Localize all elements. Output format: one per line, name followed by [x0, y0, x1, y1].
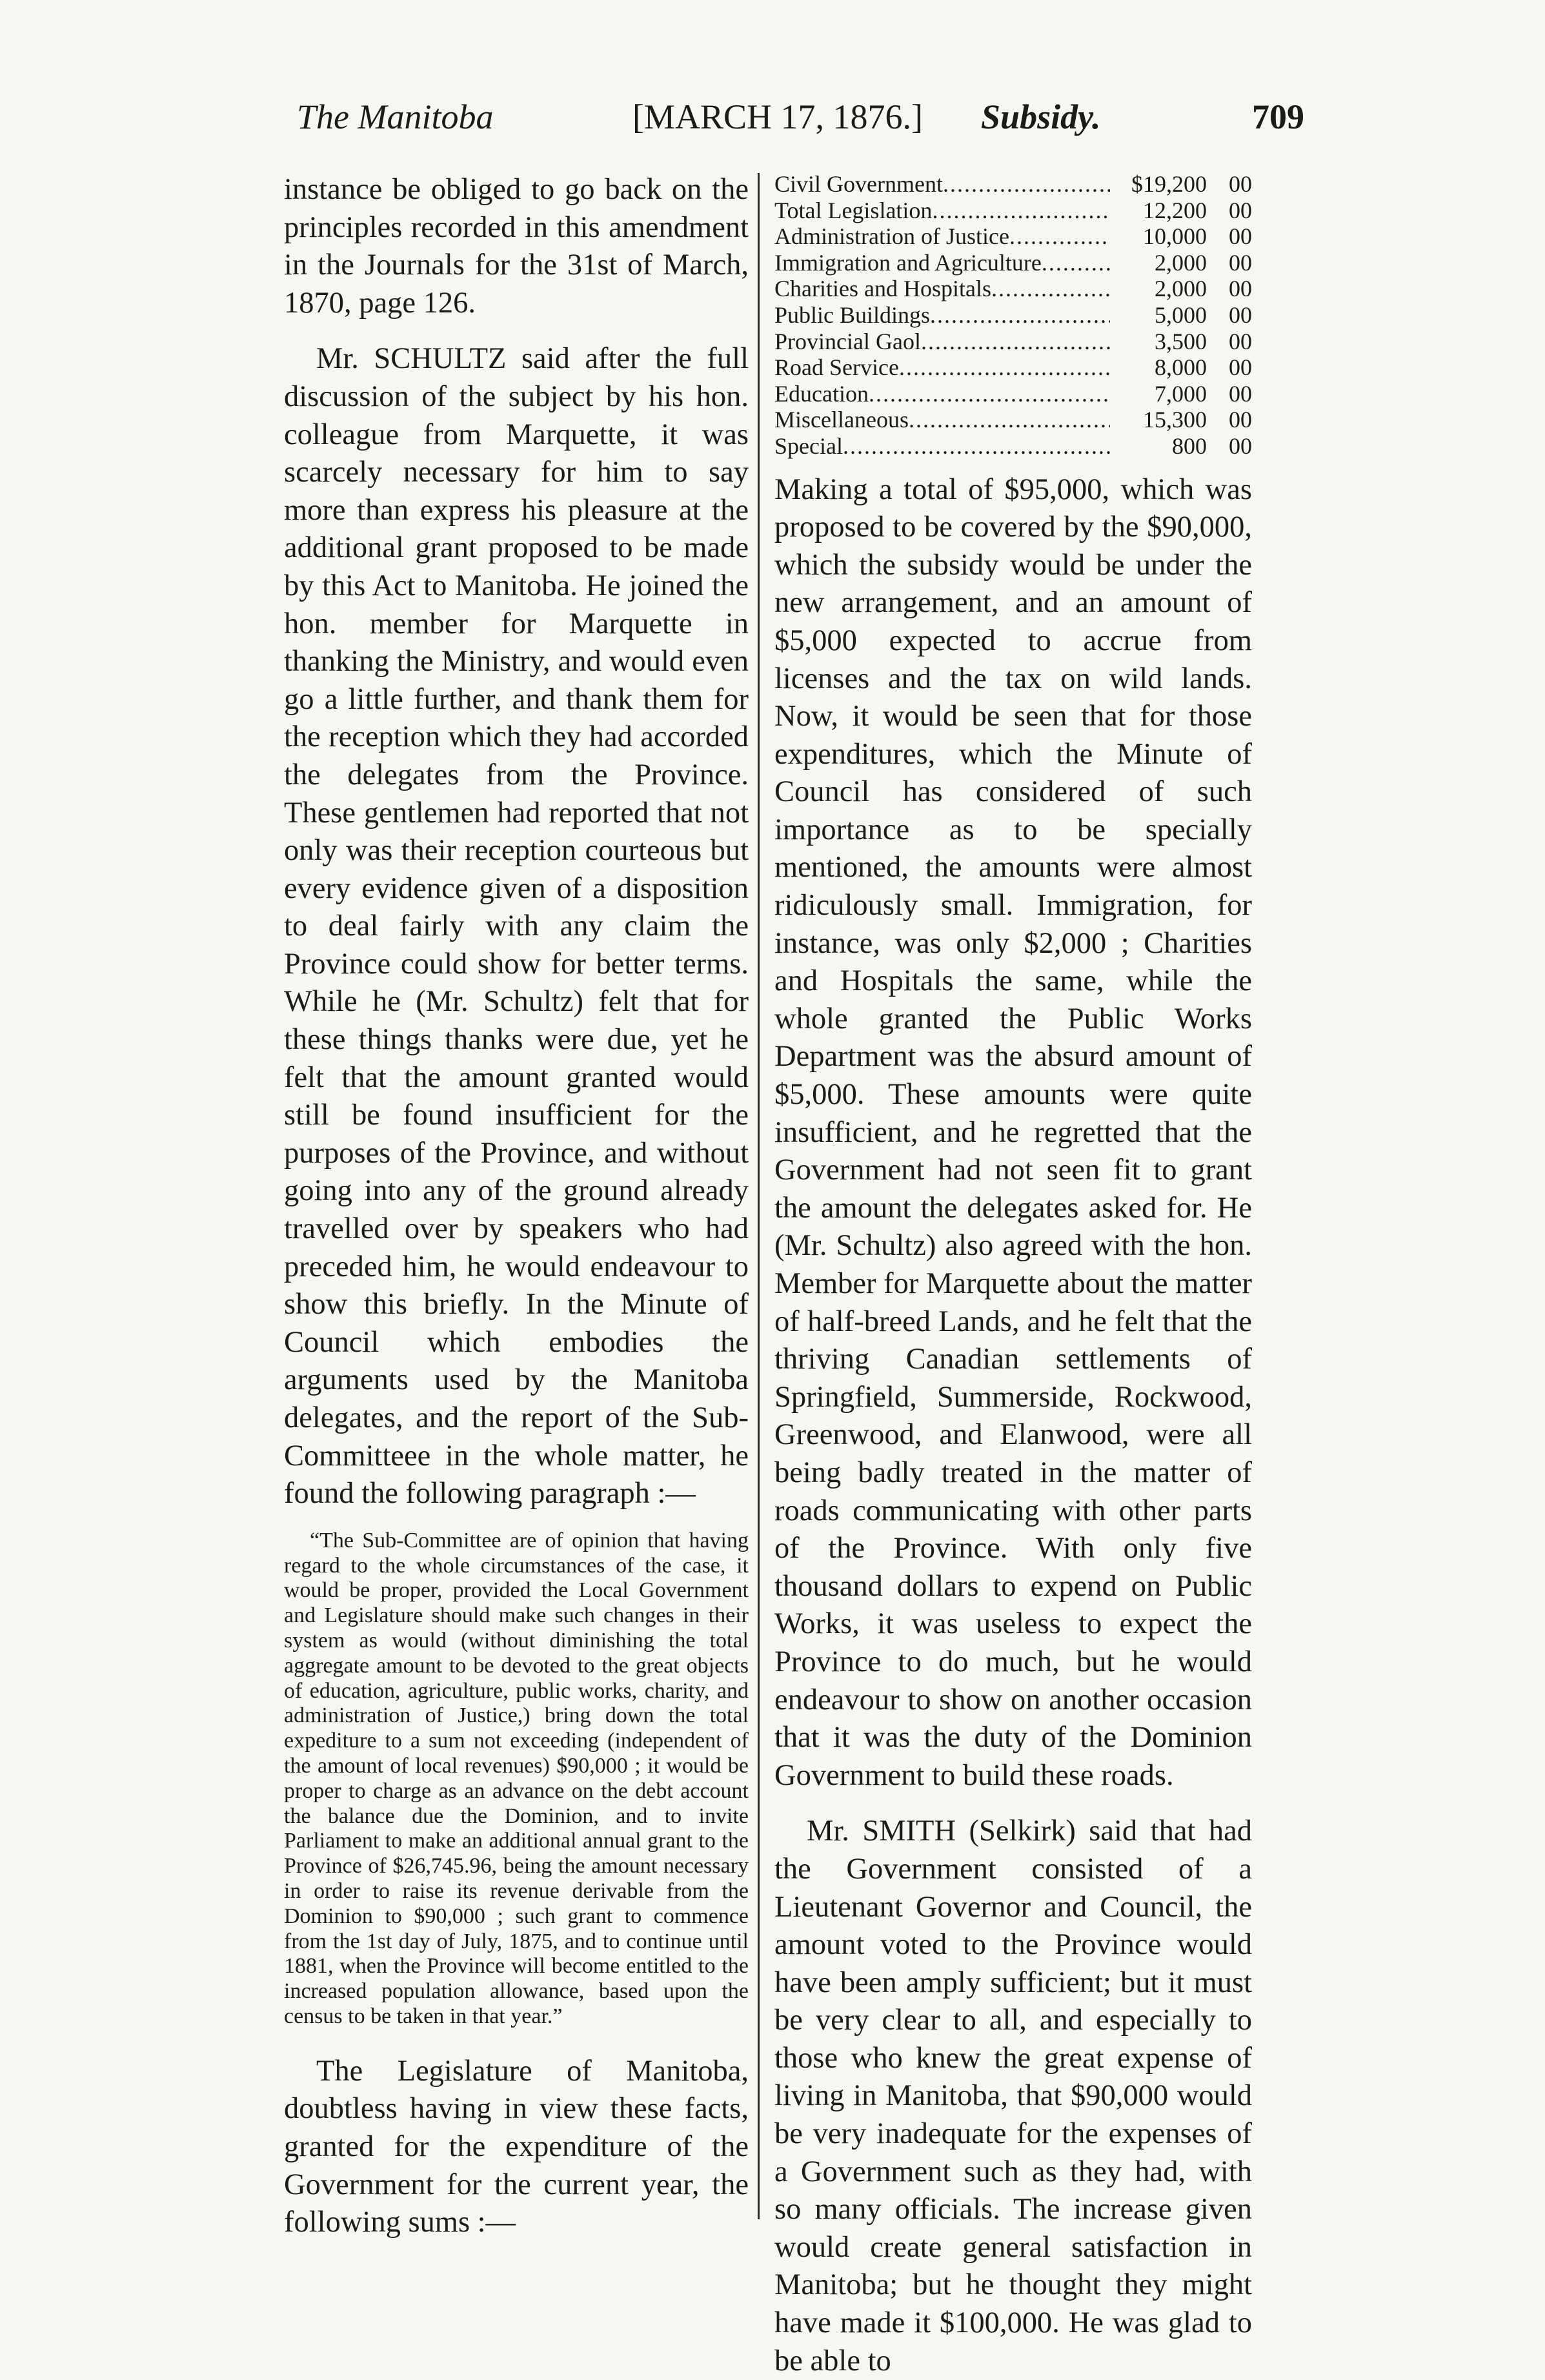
- expenditure-amount: 7,000: [1155, 380, 1207, 407]
- dot-leader: [1009, 223, 1110, 250]
- expenditure-row: [774, 354, 1252, 381]
- expenditure-name: Total Legislation: [774, 197, 933, 223]
- quoted-passage: “The Sub-Committee are of opinion that having regard to the whole circumstances of the case, it would be proper, provided the Local Government and Legislature should make such changes in their system as would (without diminishing the total aggregate amount to be devoted to the great objects of education, agriculture, public works, charity, and administration of Justice,) bring down the total expediture to a sum not exceeding (independent of the amount of local revenues) $90,000 ; it would be proper to charge as an advance on the debt account the balance due the Dominion, and to invite Parliament to make an additional annual grant to the Province of $26,745.96, being the amount necessary in order to raise its revenue derivable from the Dominion to $90,000 ; such grant to commence from the 1st day of July, 1875, and to continue until 1881, when the Province will become entitled to the increased population allowance, based upon the census to be taken in that year.”: [284, 1528, 749, 2028]
- dot-leader: [930, 302, 1110, 329]
- expenditure-name: Administration of Justice: [774, 223, 1009, 250]
- expenditure-cents: 00: [1229, 328, 1252, 354]
- dot-leader: [869, 381, 1110, 407]
- expenditure-amount: 5,000: [1155, 301, 1207, 328]
- header-date: [MARCH 17, 1876.]: [632, 97, 924, 136]
- dot-leader: [991, 276, 1110, 302]
- expenditure-cents: 00: [1229, 432, 1252, 459]
- expenditure-row: [774, 302, 1252, 329]
- expenditure-row: [774, 329, 1252, 355]
- expenditure-amount: 8,000: [1155, 354, 1207, 381]
- expenditure-row: [774, 250, 1252, 276]
- expenditure-row: [774, 381, 1252, 407]
- paragraph-legislature: The Legislature of Manitoba, doubtless having in view these facts, granted for the expenditure of the Government for the current year, the following sums :—: [284, 2054, 749, 2239]
- running-header: [245, 97, 1317, 155]
- expenditure-cents: 00: [1229, 223, 1252, 250]
- column-divider: [758, 173, 760, 2219]
- expenditure-row: [774, 198, 1252, 224]
- expenditure-name: Charities and Hospitals: [774, 276, 991, 302]
- expenditure-amount: $19,200: [1131, 171, 1207, 197]
- left-column: [284, 171, 749, 2286]
- expenditure-list: [774, 171, 1252, 460]
- paragraph-continuation: instance be obliged to go back on the principles recorded in this amendment in the Journals for the 31st of March, 1870, page 126.: [284, 173, 749, 320]
- expenditure-row: [774, 407, 1252, 433]
- dot-leader: [909, 407, 1110, 433]
- dot-leader: [932, 198, 1110, 224]
- dot-leader: [921, 329, 1110, 355]
- page-number: 709: [1252, 97, 1304, 136]
- expenditure-name: Public Buildings: [774, 301, 931, 328]
- dot-leader: [899, 354, 1110, 381]
- expenditure-amount: 15,300: [1143, 407, 1207, 433]
- expenditure-amount: 2,000: [1155, 276, 1207, 302]
- right-column: [774, 171, 1252, 2377]
- expenditure-name: Education: [774, 380, 869, 407]
- paragraph-schultz: Mr. SCHULTZ said after the full discussion of the subject by his hon. colleague from Marquette, it was scarcely necessary for him to say more than express his pleasure at the additional grant proposed to be made by this Act to Manitoba. He joined the hon. member for Marquette in thanking the Ministry, and would even go a little further, and thank them for the reception which they had accorded the delegates from the Province. These gentlemen had reported that not only was their reception courteous but every evidence given of a disposition to deal fairly with any claim the Province could show for better terms. While he (Mr. Schultz) felt that for these things thanks were due, yet he felt that the amount granted would still be found insufficient for the purposes of the Province, and without going into any of the ground already travelled over by speakers who had preceded him, he would endeavour to show this briefly. In the Minute of Council which embodies the arguments used by the Manitoba delegates, and the report of the Sub-Committeee in the whole matter, he found the following paragraph :—: [284, 342, 749, 1510]
- expenditure-cents: 00: [1229, 276, 1252, 302]
- expenditure-row: [774, 433, 1252, 460]
- expenditure-name: Road Service: [774, 354, 899, 381]
- dot-leader: [1042, 250, 1110, 276]
- expenditure-cents: 00: [1229, 301, 1252, 328]
- expenditure-row: [774, 276, 1252, 302]
- expenditure-cents: 00: [1229, 380, 1252, 407]
- header-title: The Manitoba: [297, 97, 494, 136]
- expenditure-cents: 00: [1229, 249, 1252, 276]
- expenditure-amount: 800: [1172, 432, 1207, 459]
- expenditure-name: Special: [774, 432, 843, 459]
- expenditure-name: Miscellaneous: [774, 407, 909, 433]
- expenditure-name: Civil Government: [774, 171, 943, 197]
- expenditure-amount: 3,500: [1155, 328, 1207, 354]
- paragraph-smith: Mr. SMITH (Selkirk) said that had the Government consisted of a Lieutenant Governor and Council, the amount voted to the Province would have been amply sufficient; but it must be very clear to all, and especially to those who knew the great expense of living in Manitoba, that $90,000 would be very inadequate for the expenses of a Government such as they had, with so many officials. The increase given would create general satisfaction in Manitoba; but he thought they might have made it $100,000. He was glad to be able to: [774, 1815, 1252, 2377]
- expenditure-name: Provincial Gaol: [774, 328, 921, 354]
- expenditure-name: Immigration and Agriculture: [774, 249, 1042, 276]
- expenditure-amount: 2,000: [1155, 249, 1207, 276]
- expenditure-cents: 00: [1229, 407, 1252, 433]
- expenditure-row: [774, 171, 1252, 198]
- expenditure-row: [774, 223, 1252, 250]
- header-subject: Subsidy.: [981, 97, 1101, 136]
- expenditure-cents: 00: [1229, 354, 1252, 381]
- expenditure-cents: 00: [1229, 197, 1252, 223]
- paragraph-total: Making a total of $95,000, which was proposed to be covered by the $90,000, which the subsidy would be under the new arrangement, and an amount of $5,000 expected to accrue from licenses and the tax on wild lands. Now, it would be seen that for those expenditures, which the Minute of Council has considered of such importance as to be specially mentioned, the amounts were almost ridiculously small. Immigration, for instance, was only $2,000 ; Charities and Hospitals the same, while the whole granted the Public Works Department was the absurd amount of $5,000. These amounts were quite insufficient, and he regretted that the Government had not seen fit to grant the amount the delegates asked for. He (Mr. Schultz) also agreed with the hon. Member for Marquette about the matter of half-breed Lands, and he felt that the thriving Canadian settlements of Springfield, Summerside, Rockwood, Greenwood, and Elanwood, were all being badly treated in the matter of roads communicating with other parts of the Province. With only five thousand dollars to expend on Public Works, it was useless to expect the Province to do much, but he would endeavour to show on another occasion that it was the duty of the Dominion Government to build these roads.: [774, 473, 1252, 1792]
- expenditure-cents: 00: [1229, 171, 1252, 197]
- dot-leader: [843, 433, 1110, 460]
- expenditure-amount: 10,000: [1143, 223, 1207, 250]
- expenditure-amount: 12,200: [1143, 197, 1207, 223]
- dot-leader: [943, 171, 1110, 198]
